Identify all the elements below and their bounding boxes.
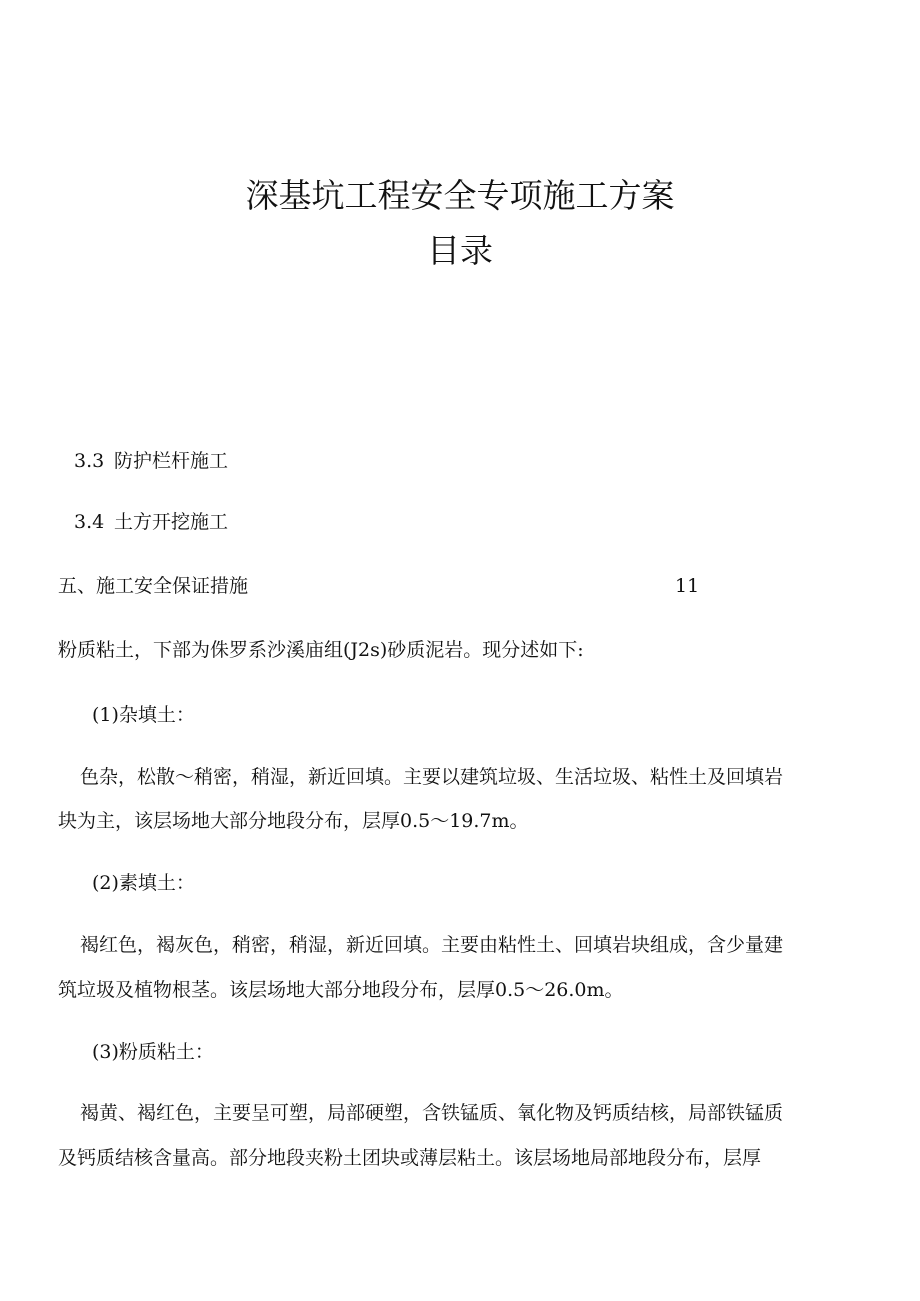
document-title: 深基坑工程安全专项施工方案: [245, 176, 675, 215]
body-paragraph-line: 及钙质结核含量高。部分地段夹粉土团块或薄层粘土。该层场地局部地段分布，层厚: [58, 1147, 762, 1169]
toc-item-number: 3.3: [74, 450, 105, 472]
body-paragraph-line: 色杂，松散～稍密，稍湿，新近回填。主要以建筑垃圾、生活垃圾、粘性土及回填岩: [80, 766, 784, 788]
subsection-heading: (2)素填土：: [92, 872, 195, 894]
toc-item[interactable]: [74, 448, 228, 474]
body-paragraph-line: 块为主，该层场地大部分地段分布，层厚0.5～19.7m。: [58, 810, 529, 832]
subsection-heading: (1)杂填土：: [92, 704, 195, 726]
toc-page-number: 11: [675, 575, 700, 597]
toc-item[interactable]: [74, 509, 228, 535]
toc-item-label: 土方开挖施工: [114, 511, 229, 533]
body-paragraph-line: 褐红色，褐灰色，稍密，稍湿，新近回填。主要由粘性土、回填岩块组成，含少量建: [80, 934, 784, 956]
body-paragraph-line: 褐黄、褐红色，主要呈可塑，局部硬塑，含铁锰质、氧化物及钙质结核，局部铁锰质: [80, 1102, 784, 1124]
toc-item-label: 防护栏杆施工: [114, 450, 229, 472]
subsection-heading: (3)粉质粘土：: [92, 1041, 214, 1063]
toc-heading: 目录: [427, 231, 493, 270]
body-paragraph-line: 筑垃圾及植物根茎。该层场地大部分地段分布，层厚0.5～26.0m。: [58, 979, 624, 1001]
body-paragraph: 粉质粘土，下部为侏罗系沙溪庙组(J2s)砂质泥岩。现分述如下:: [58, 639, 584, 661]
toc-item[interactable]: [58, 573, 698, 599]
toc-item-label: 五、施工安全保证措施: [58, 575, 249, 597]
toc-item-number: 3.4: [74, 511, 105, 533]
